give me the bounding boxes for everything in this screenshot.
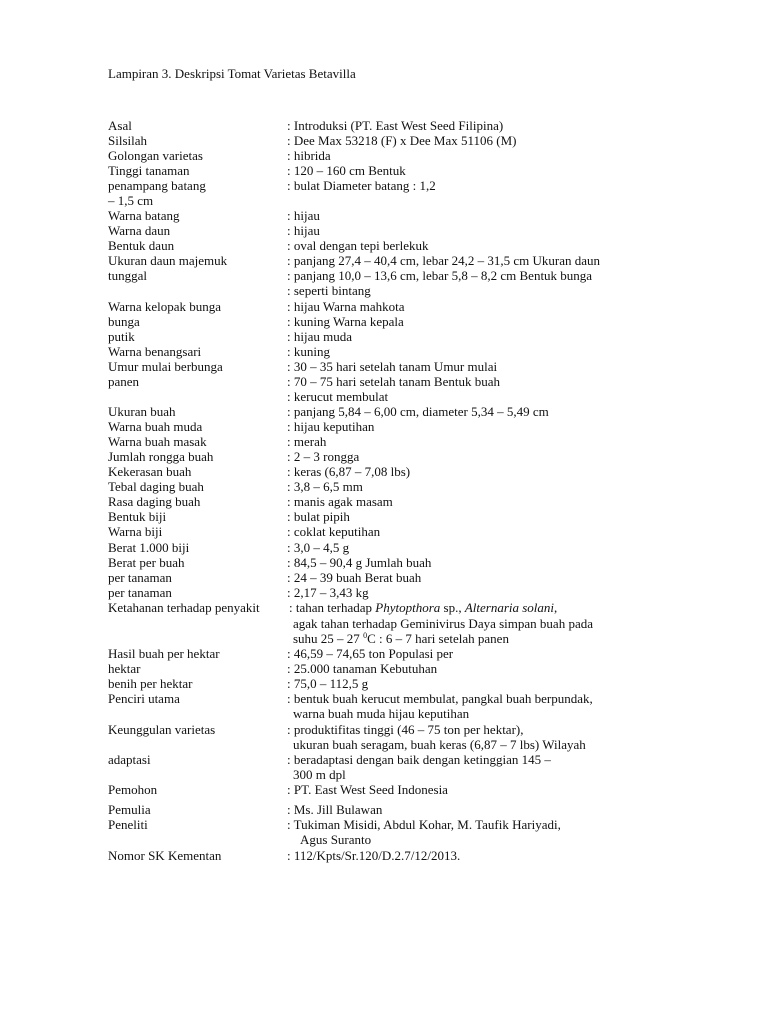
field-label: Nomor SK Kementan xyxy=(108,848,222,863)
field-value: : 25.000 tanaman Kebutuhan xyxy=(287,661,438,676)
field-value: : 3,0 – 4,5 g xyxy=(287,540,350,555)
field-label: Asal xyxy=(108,118,132,133)
storage-duration: C : 6 – 7 hari setelah panen xyxy=(367,631,509,646)
field-value: : beradaptasi dengan baik dengan ketinggian 145 – xyxy=(287,752,551,767)
field-value: : seperti bintang xyxy=(287,283,371,298)
field-value: : 75,0 – 112,5 g xyxy=(287,676,369,691)
field-label: Warna buah masak xyxy=(108,434,207,449)
field-label: Pemulia xyxy=(108,802,151,817)
field-value: : hijau Warna mahkota xyxy=(287,299,405,314)
document-title: Lampiran 3. Deskripsi Tomat Varietas Betavilla xyxy=(108,66,356,81)
field-value: : panjang 5,84 – 6,00 cm, diameter 5,34 – 5,49 cm xyxy=(287,404,549,419)
field-value: : PT. East West Seed Indonesia xyxy=(287,782,448,797)
field-value: : hijau muda xyxy=(287,329,352,344)
field-label: Warna daun xyxy=(108,223,171,238)
field-label: Ukuran buah xyxy=(108,404,176,419)
pathogen-phytopthora: Phytopthora xyxy=(375,600,441,615)
field-label: Warna buah muda xyxy=(108,419,203,434)
field-label: Bentuk daun xyxy=(108,238,175,253)
field-label: penampang batang xyxy=(108,178,206,193)
field-value: : bulat pipih xyxy=(287,509,350,524)
field-value: warna buah muda hijau keputihan xyxy=(293,706,470,721)
field-label: Bentuk biji xyxy=(108,509,167,524)
field-value: : Introduksi (PT. East West Seed Filipina) xyxy=(287,118,504,133)
field-label: Penciri utama xyxy=(108,691,180,706)
field-label: bunga xyxy=(108,314,140,329)
field-value: ukuran buah seragam, buah keras (6,87 – 7 lbs) Wilayah xyxy=(293,737,586,752)
field-label: Kekerasan buah xyxy=(108,464,192,479)
resistance-line-3 xyxy=(293,631,509,647)
field-label: adaptasi xyxy=(108,752,151,767)
field-value: Agus Suranto xyxy=(300,832,372,847)
resistance-prefix: : tahan terhadap xyxy=(289,600,373,615)
field-value: : 24 – 39 buah Berat buah xyxy=(287,570,422,585)
field-value: : 70 – 75 hari setelah tanam Bentuk buah xyxy=(287,374,501,389)
field-label: Berat per buah xyxy=(108,555,185,570)
field-label: per tanaman xyxy=(108,570,172,585)
field-value: : hijau xyxy=(287,223,320,238)
field-value: : 2 – 3 rongga xyxy=(287,449,360,464)
field-label: hektar xyxy=(108,661,141,676)
field-value: : bulat Diameter batang : 1,2 xyxy=(287,178,436,193)
field-label: benih per hektar xyxy=(108,676,193,691)
field-label: Warna kelopak bunga xyxy=(108,299,222,314)
field-value: : Ms. Jill Bulawan xyxy=(287,802,383,817)
field-value: : panjang 10,0 – 13,6 cm, lebar 5,8 – 8,2 cm Bentuk bunga xyxy=(287,268,593,283)
field-value: : produktifitas tinggi (46 – 75 ton per hektar), xyxy=(287,722,524,737)
field-value: : hibrida xyxy=(287,148,331,163)
field-label: Tinggi tanaman xyxy=(108,163,190,178)
field-label: Umur mulai berbunga xyxy=(108,359,223,374)
field-label: Warna batang xyxy=(108,208,180,223)
field-value: : 30 – 35 hari setelah tanam Umur mulai xyxy=(287,359,498,374)
degree-superscript: 0 xyxy=(363,631,368,640)
field-label: Pemohon xyxy=(108,782,158,797)
storage-temp: suhu 25 – 27 xyxy=(293,631,360,646)
field-value: : coklat keputihan xyxy=(287,524,381,539)
field-value: : 3,8 – 6,5 mm xyxy=(287,479,363,494)
field-value: : panjang 27,4 – 40,4 cm, lebar 24,2 – 31,5 cm Ukuran daun xyxy=(287,253,601,268)
field-value: : hijau xyxy=(287,208,320,223)
field-label: Silsilah xyxy=(108,133,148,148)
field-label: Warna benangsari xyxy=(108,344,202,359)
field-value: 300 m dpl xyxy=(293,767,346,782)
field-label: Rasa daging buah xyxy=(108,494,201,509)
field-value: : Dee Max 53218 (F) x Dee Max 51106 (M) xyxy=(287,133,517,148)
pathogen-sp: sp., xyxy=(443,600,462,615)
field-value: : Tukiman Misidi, Abdul Kohar, M. Taufik Hariyadi, xyxy=(287,817,561,832)
field-label: Golongan varietas xyxy=(108,148,203,163)
field-label: Hasil buah per hektar xyxy=(108,646,220,661)
field-value: : keras (6,87 – 7,08 lbs) xyxy=(287,464,411,479)
field-label: – 1,5 cm xyxy=(108,193,154,208)
field-value: : kuning xyxy=(287,344,330,359)
resistance-comma: , xyxy=(554,600,558,615)
field-value: : kuning Warna kepala xyxy=(287,314,404,329)
field-label: putik xyxy=(108,329,135,344)
field-value: : 2,17 – 3,43 kg xyxy=(287,585,369,600)
field-label: per tanaman xyxy=(108,585,172,600)
field-value: : 120 – 160 cm Bentuk xyxy=(287,163,406,178)
field-value: : 46,59 – 74,65 ton Populasi per xyxy=(287,646,454,661)
field-value: : kerucut membulat xyxy=(287,389,389,404)
field-label: Warna biji xyxy=(108,524,163,539)
field-label: tunggal xyxy=(108,268,147,283)
field-label: panen xyxy=(108,374,140,389)
field-label: Ukuran daun majemuk xyxy=(108,253,228,268)
field-value: : merah xyxy=(287,434,327,449)
field-value: : 112/Kpts/Sr.120/D.2.7/12/2013. xyxy=(287,848,461,863)
field-label: Jumlah rongga buah xyxy=(108,449,214,464)
field-value: : 84,5 – 90,4 g Jumlah buah xyxy=(287,555,432,570)
field-value: : manis agak masam xyxy=(287,494,393,509)
resistance-label: Ketahanan terhadap penyakit xyxy=(108,600,260,615)
field-value: : hijau keputihan xyxy=(287,419,375,434)
field-value: : bentuk buah kerucut membulat, pangkal buah berpundak, xyxy=(287,691,593,706)
resistance-line-2: agak tahan terhadap Geminivirus Daya simpan buah pada xyxy=(293,616,593,631)
pathogen-alternaria: Alternaria solani xyxy=(464,600,555,615)
field-value: : oval dengan tepi berlekuk xyxy=(287,238,429,253)
resistance-value xyxy=(289,600,557,616)
field-label: Keunggulan varietas xyxy=(108,722,216,737)
field-label: Berat 1.000 biji xyxy=(108,540,190,555)
field-label: Tebal daging buah xyxy=(108,479,204,494)
field-label: Peneliti xyxy=(108,817,148,832)
